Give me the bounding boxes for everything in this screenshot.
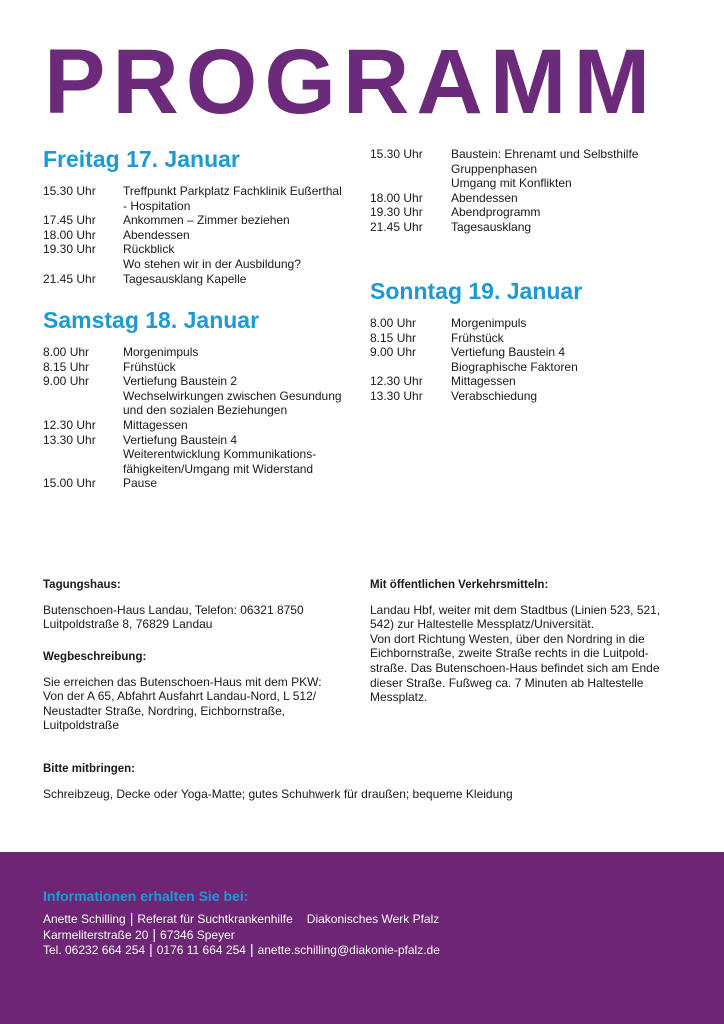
public-transport-heading: Mit öffentlichen Verkehrsmitteln: (370, 579, 549, 591)
bring-section (43, 762, 683, 801)
text-line: Luitpoldstraße 8, 76829 Landau (43, 617, 213, 632)
public-transport-text (370, 603, 690, 705)
contact-street: Karmeliterstraße 20 (43, 928, 149, 942)
schedule-activity: Abendprogramm (451, 205, 541, 220)
bring-heading: Bitte mitbringen: (43, 763, 135, 775)
schedule-row (370, 220, 690, 235)
text-line: Sie erreichen das Butenschoen-Haus mit dem PKW: (43, 674, 322, 689)
contact-department: Referat für Suchtkrankenhilfe (137, 912, 293, 926)
schedule-time: 12.30 Uhr (370, 374, 423, 389)
contact-phone: Tel. 06232 664 254 (43, 943, 146, 957)
schedule-row (370, 147, 690, 191)
schedule-row (43, 242, 358, 271)
footer-line-name (43, 910, 439, 926)
directions-text (43, 675, 358, 733)
schedule-row (370, 345, 690, 374)
bring-text: Schreibzeug, Decke oder Yoga-Matte; gutes Schuhwerk für draußen; bequeme Kleidung (43, 786, 513, 801)
schedule-activity: Mittagessen (123, 417, 188, 432)
schedule-activity: Vertiefung Baustein 4 (123, 432, 238, 447)
text-line: Luitpoldstraße (43, 718, 120, 733)
schedule-time: 15.30 Uhr (370, 147, 423, 161)
schedule-time: 17.45 Uhr (43, 213, 96, 228)
schedule-activity: Gruppenphasen (451, 161, 538, 176)
directions-heading: Wegbeschreibung: (43, 651, 147, 663)
text-line: Landau Hbf, weiter mit dem Stadtbus (Linien 523, 521, (370, 602, 661, 617)
text-line: Neustadter Straße, Nordring, Eichbornstraße, (43, 703, 286, 718)
schedule-row (43, 418, 358, 433)
schedule-time: 21.45 Uhr (370, 219, 423, 234)
schedule-time: 8.15 Uhr (370, 330, 417, 345)
schedule-activity: und den sozialen Beziehungen (123, 403, 288, 418)
schedule-time: 9.00 Uhr (43, 374, 90, 389)
text-line: Messplatz. (370, 690, 428, 705)
schedule-row (43, 360, 358, 375)
text-line: Von dort Richtung Westen, über den Nordring in die (370, 631, 645, 646)
text-line: straße. Das Butenschoen-Haus befindet sich am Ende (370, 660, 660, 675)
contact-city: 67346 Speyer (160, 928, 235, 942)
schedule-row (370, 389, 690, 404)
schedule-time: 8.15 Uhr (43, 359, 90, 374)
schedule-activity: Abendessen (451, 190, 518, 205)
schedule-time: 15.00 Uhr (43, 476, 96, 491)
schedule-row (43, 374, 358, 418)
separator: | (129, 910, 134, 926)
directions-section (43, 650, 358, 733)
venue-text (43, 603, 358, 632)
schedule-activity: Treffpunkt Parkplatz Fachklinik Eußerthal (123, 184, 342, 198)
saturday-heading: Samstag 18. Januar (43, 307, 260, 333)
footer-line-phone (43, 941, 440, 957)
separator: | (249, 941, 254, 957)
schedule-row (370, 374, 690, 389)
schedule-activity: Vertiefung Baustein 4 (451, 345, 566, 360)
saturday-schedule (43, 345, 358, 491)
schedule-time: 9.00 Uhr (370, 345, 417, 360)
sunday-schedule (370, 316, 690, 404)
schedule-activity: - Hospitation (123, 198, 191, 213)
schedule-activity: Mittagessen (451, 374, 516, 389)
schedule-time: 8.00 Uhr (43, 345, 90, 359)
schedule-activity: Vertiefung Baustein 2 (123, 374, 238, 389)
schedule-activity: Rückblick (123, 242, 175, 257)
public-transport-section (370, 578, 690, 705)
text-line: Butenschoen-Haus Landau, Telefon: 06321 8750 (43, 602, 304, 617)
contact-name: Anette Schilling (43, 912, 126, 926)
text-line: 542) zur Haltestelle Messplatz/Universität. (370, 617, 595, 632)
schedule-time: 13.30 Uhr (370, 388, 423, 403)
separator: | (152, 926, 157, 942)
schedule-activity: Morgenimpuls (451, 316, 527, 330)
schedule-time: 13.30 Uhr (43, 432, 96, 447)
schedule-row (43, 476, 358, 491)
schedule-row (370, 331, 690, 346)
schedule-time: 19.30 Uhr (370, 205, 423, 220)
schedule-row (370, 205, 690, 220)
contact-footer (0, 852, 724, 1024)
schedule-time: 8.00 Uhr (370, 316, 417, 330)
footer-heading: Informationen erhalten Sie bei: (43, 888, 249, 904)
schedule-time: 18.00 Uhr (43, 227, 96, 242)
schedule-activity: Tagesausklang Kapelle (123, 271, 247, 286)
saturday-schedule-continued (370, 147, 690, 235)
schedule-row (43, 228, 358, 243)
schedule-activity: Abendessen (123, 227, 190, 242)
schedule-time: 12.30 Uhr (43, 417, 96, 432)
schedule-activity: Pause (123, 476, 158, 491)
separator: | (149, 941, 153, 957)
schedule-activity: Verabschiedung (451, 388, 538, 403)
schedule-time: 19.30 Uhr (43, 242, 96, 257)
schedule-time: 15.30 Uhr (43, 184, 96, 198)
schedule-activity: Tagesausklang (451, 219, 532, 234)
friday-heading: Freitag 17. Januar (43, 146, 240, 172)
schedule-activity: Wechselwirkungen zwischen Gesundung (123, 388, 342, 403)
page-title: PROGRAMM (44, 31, 658, 133)
contact-organization: Diakonisches Werk Pfalz (306, 912, 440, 926)
schedule-row (370, 191, 690, 206)
friday-schedule (43, 184, 358, 286)
schedule-row (370, 316, 690, 331)
schedule-row (43, 345, 358, 360)
contact-email[interactable]: anette.schilling@diakonie-pfalz.de (257, 943, 440, 957)
schedule-activity: Weiterentwicklung Kommunikations- (123, 447, 317, 462)
schedule-activity: Baustein: Ehrenamt und Selbsthilfe (451, 147, 639, 161)
schedule-activity: Frühstück (123, 359, 176, 374)
schedule-row (43, 433, 358, 477)
text-line: dieser Straße. Fußweg ca. 7 Minuten ab Haltestelle (370, 675, 644, 690)
contact-mobile: 0176 11 664 254 (156, 943, 246, 957)
schedule-time: 21.45 Uhr (43, 271, 96, 286)
schedule-activity: Wo stehen wir in der Ausbildung? (123, 256, 301, 271)
footer-line-address (43, 926, 235, 942)
text-line: Von der A 65, Abfahrt Ausfahrt Landau-Nord, L 512/ (43, 689, 317, 704)
schedule-activity: Morgenimpuls (123, 345, 199, 359)
schedule-row (43, 272, 358, 287)
schedule-activity: Biographische Faktoren (451, 359, 578, 374)
sunday-heading: Sonntag 19. Januar (370, 278, 583, 304)
venue-section (43, 578, 358, 632)
schedule-activity: Frühstück (451, 330, 504, 345)
schedule-activity: fähigkeiten/Umgang mit Widerstand (123, 461, 314, 476)
schedule-activity: Umgang mit Konflikten (451, 176, 572, 191)
text-line: Eichbornstraße, zweite Straße rechts in die Luitpold- (370, 646, 649, 661)
schedule-row (43, 213, 358, 228)
venue-heading: Tagungshaus: (43, 579, 121, 591)
schedule-row (43, 184, 358, 213)
schedule-time: 18.00 Uhr (370, 190, 423, 205)
schedule-activity: Ankommen – Zimmer beziehen (123, 213, 290, 228)
